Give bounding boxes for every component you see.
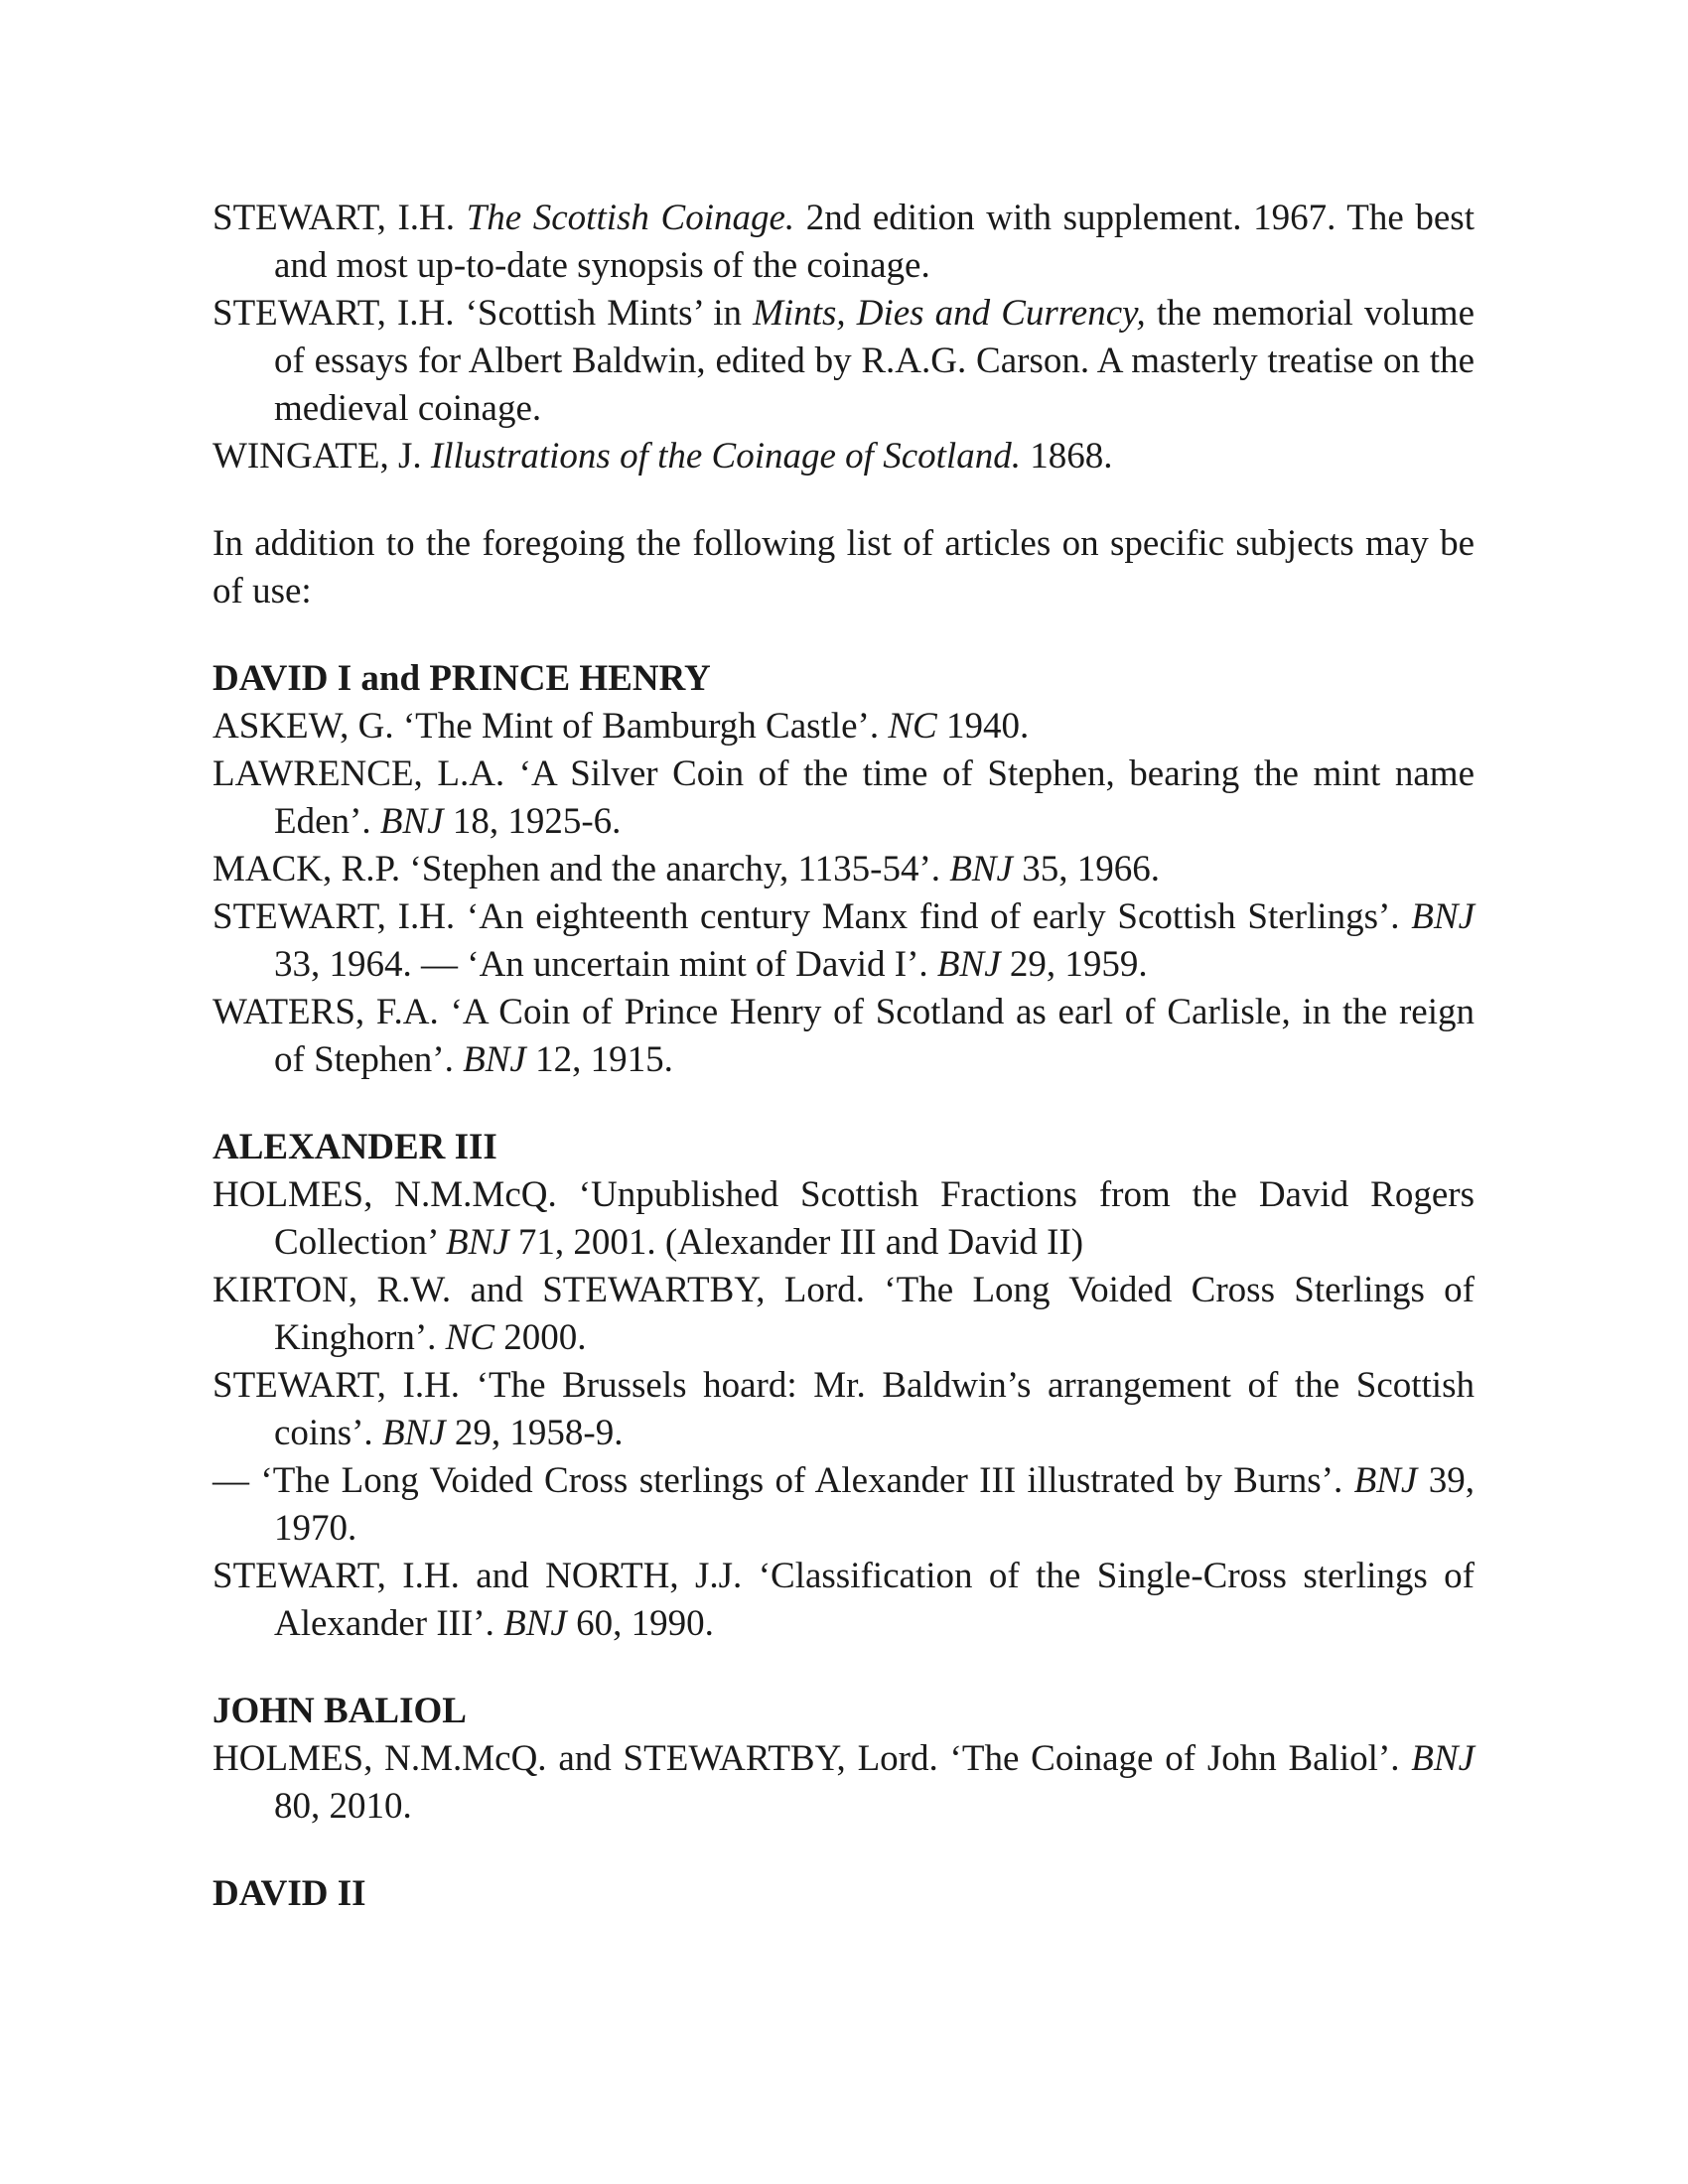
bibliography-entry: ASKEW, G. ‘The Mint of Bamburgh Castle’. NC 1940. — [212, 706, 1030, 747]
section-heading: DAVID I and PRINCE HENRY — [212, 658, 711, 699]
spacer — [212, 1831, 1475, 1870]
bibliography-entry: STEWART, I.H. The Scottish Coinage. 2nd edition with supplement. 1967. The best and most up-to-date synopsis of the coinage. — [212, 198, 1475, 286]
bibliography-entry: STEWART, I.H. ‘An eighteenth century Manx find of early Scottish Sterlings’. BNJ 33, 1964. — ‘An uncertain mint of David I’. BNJ 29, 1959. — [212, 896, 1475, 985]
spacer — [212, 615, 1475, 655]
bibliography-entry: — ‘The Long Voided Cross sterlings of Alexander III illustrated by Burns’. BNJ 39, 1970. — [212, 1460, 1476, 1549]
bibliography-entry: MACK, R.P. ‘Stephen and the anarchy, 1135-54’. BNJ 35, 1966. — [212, 849, 1160, 889]
bibliography-entry: HOLMES, N.M.McQ. and STEWARTBY, Lord. ‘The Coinage of John Baliol’. BNJ 80, 2010. — [212, 1738, 1475, 1827]
bibliography-entry: STEWART, I.H. ‘The Brussels hoard: Mr. Baldwin’s arrangement of the Scottish coins’. BNJ 29, 1958-9. — [212, 1365, 1475, 1453]
spacer — [212, 1084, 1475, 1124]
section-heading: ALEXANDER III — [212, 1127, 497, 1167]
bibliography-entry: HOLMES, N.M.McQ. ‘Unpublished Scottish Fractions from the David Rogers Collection’ BNJ 71, 2001. (Alexander III and David II) — [212, 1174, 1475, 1263]
bibliography-entry: WINGATE, J. Illustrations of the Coinage of Scotland. 1868. — [212, 436, 1113, 477]
intro-paragraph: In addition to the foregoing the following list of articles on specific subjects may be of use: — [212, 523, 1475, 612]
bibliography-entry: STEWART, I.H. ‘Scottish Mints’ in Mints, Dies and Currency, the memorial volume of essays for Albert Baldwin, edited by R.A.G. Carson. A masterly treatise on the medieval coinage. — [212, 293, 1475, 429]
bibliography-entry: KIRTON, R.W. and STEWARTBY, Lord. ‘The Long Voided Cross Sterlings of Kinghorn’. NC 2000. — [212, 1270, 1475, 1358]
section-heading: JOHN BALIOL — [212, 1691, 467, 1731]
bibliography-entry: STEWART, I.H. and NORTH, J.J. ‘Classification of the Single-Cross sterlings of Alexander III’. BNJ 60, 1990. — [212, 1556, 1475, 1644]
bibliography-entry: LAWRENCE, L.A. ‘A Silver Coin of the time of Stephen, bearing the mint name Eden’. BNJ 18, 1925-6. — [212, 753, 1475, 842]
page-content — [212, 195, 1475, 1918]
spacer — [212, 480, 1475, 520]
spacer — [212, 1648, 1475, 1688]
bibliography-entry: WATERS, F.A. ‘A Coin of Prince Henry of Scotland as earl of Carlisle, in the reign of Stephen’. BNJ 12, 1915. — [212, 992, 1475, 1080]
section-heading: DAVID II — [212, 1873, 366, 1914]
